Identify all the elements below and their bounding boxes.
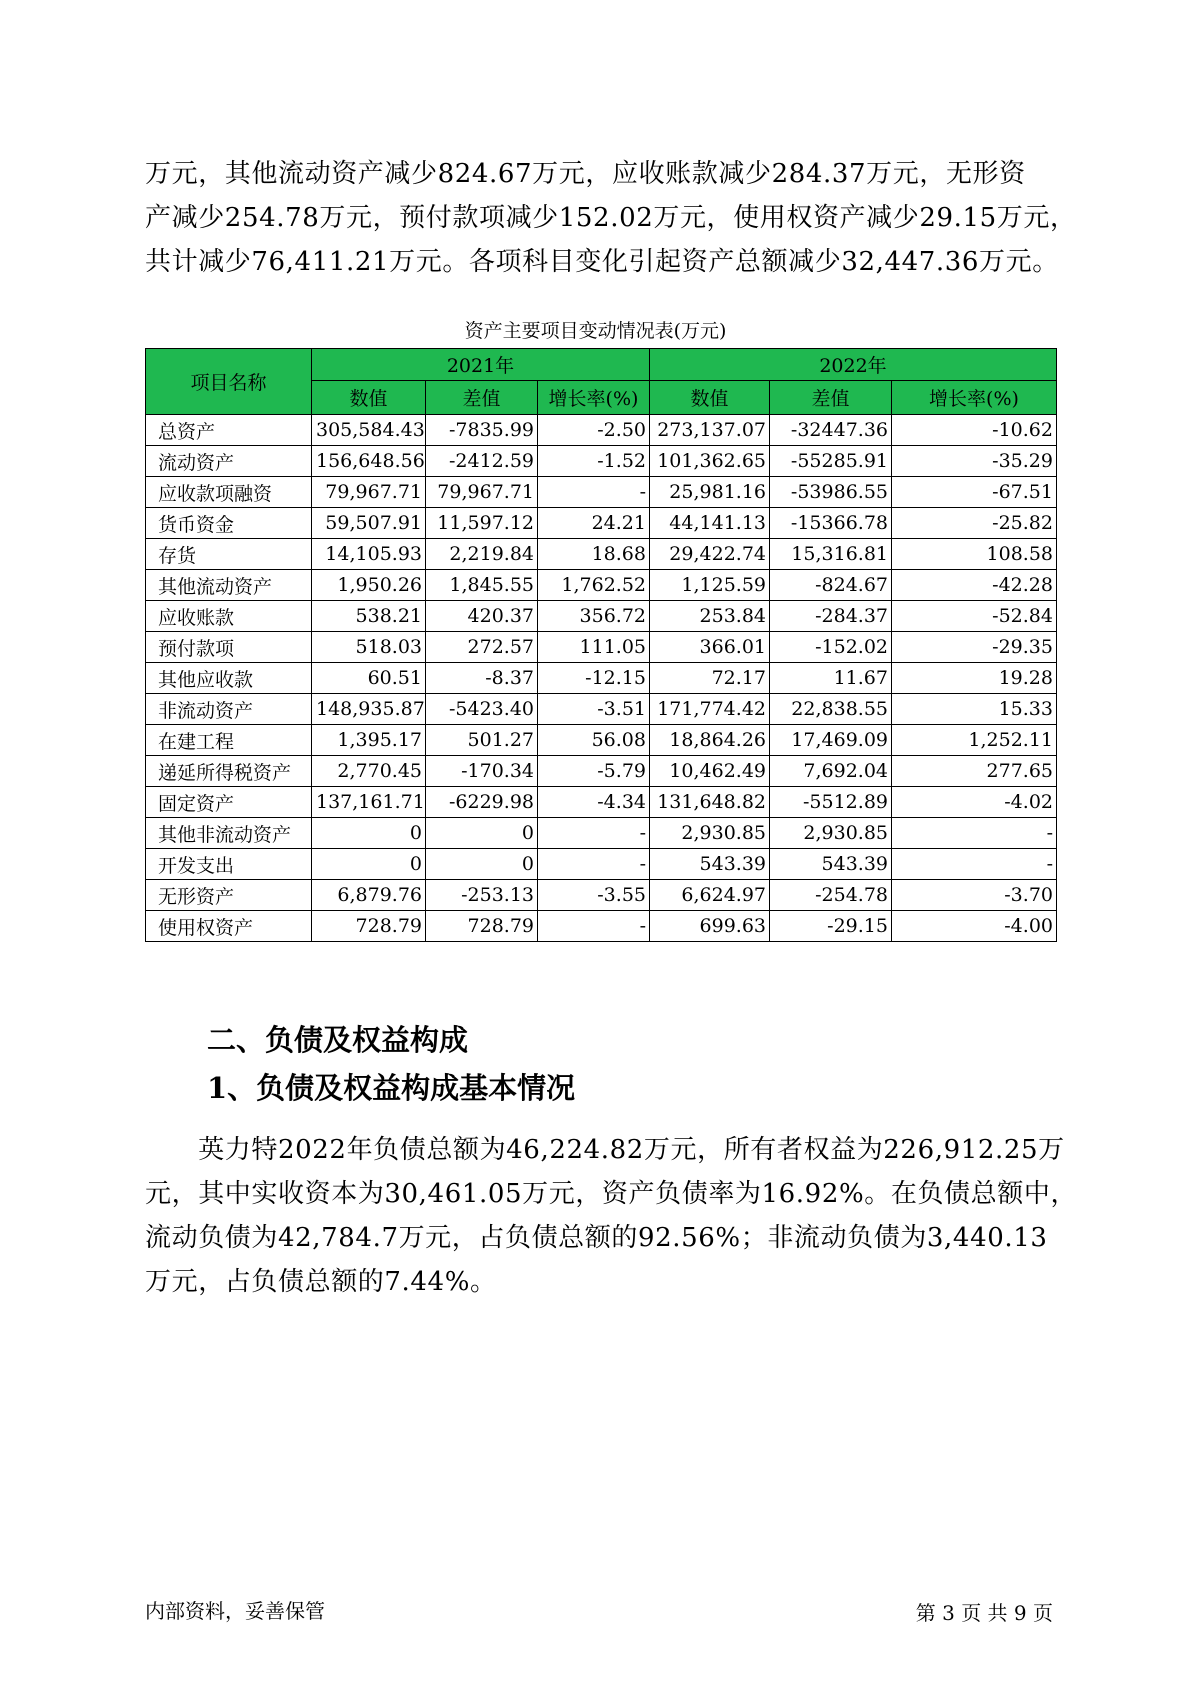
value-cell: -4.34 [538, 787, 650, 818]
table-row [146, 601, 1057, 632]
value-cell: - [892, 849, 1057, 880]
value-cell: 272.57 [426, 632, 538, 663]
value-cell: 72.17 [650, 663, 770, 694]
value-cell: -2412.59 [426, 446, 538, 477]
value-cell: 305,584.43 [312, 415, 426, 446]
value-cell: -8.37 [426, 663, 538, 694]
value-cell: 7,692.04 [770, 756, 892, 787]
year-header-2022: 2022年 [650, 349, 1057, 381]
table-header-row [146, 349, 1057, 381]
value-cell: 156,648.56 [312, 446, 426, 477]
table-row [146, 725, 1057, 756]
value-cell: -5423.40 [426, 694, 538, 725]
value-cell: 11.67 [770, 663, 892, 694]
column-header-growth: 增长率(%) [538, 381, 650, 415]
value-cell: -4.02 [892, 787, 1057, 818]
value-cell: 1,125.59 [650, 570, 770, 601]
value-cell: 15,316.81 [770, 539, 892, 570]
value-cell: -3.51 [538, 694, 650, 725]
value-cell: 101,362.65 [650, 446, 770, 477]
row-label-cell: 存货 [146, 539, 312, 570]
asset-change-table [145, 348, 1057, 942]
table-row [146, 880, 1057, 911]
value-cell: 56.08 [538, 725, 650, 756]
value-cell: 79,967.71 [312, 477, 426, 508]
value-cell: 501.27 [426, 725, 538, 756]
value-cell: 538.21 [312, 601, 426, 632]
row-label-cell: 非流动资产 [146, 694, 312, 725]
row-label-cell: 开发支出 [146, 849, 312, 880]
intro-line: 共计减少76,411.21万元。各项科目变化引起资产总额减少32,447.36万元。 [145, 247, 1059, 277]
table-body [146, 415, 1057, 942]
section-heading: 二、负债及权益构成 [207, 1023, 469, 1057]
table-row [146, 849, 1057, 880]
footer-page-number: 第 3 页 共 9 页 [915, 1601, 1053, 1625]
value-cell: 137,161.71 [312, 787, 426, 818]
value-cell: -42.28 [892, 570, 1057, 601]
value-cell: 6,879.76 [312, 880, 426, 911]
table-row [146, 911, 1057, 942]
value-cell: - [538, 849, 650, 880]
value-cell: 1,950.26 [312, 570, 426, 601]
table-row [146, 508, 1057, 539]
value-cell: 0 [426, 849, 538, 880]
table-row [146, 446, 1057, 477]
body-paragraph [145, 1128, 1078, 1304]
value-cell: -12.15 [538, 663, 650, 694]
row-label-cell: 其他应收款 [146, 663, 312, 694]
value-cell: -824.67 [770, 570, 892, 601]
value-cell: 11,597.12 [426, 508, 538, 539]
value-cell: 10,462.49 [650, 756, 770, 787]
value-cell: 728.79 [426, 911, 538, 942]
value-cell: 0 [312, 818, 426, 849]
value-cell: 420.37 [426, 601, 538, 632]
row-label-cell: 货币资金 [146, 508, 312, 539]
value-cell: -284.37 [770, 601, 892, 632]
value-cell: 1,845.55 [426, 570, 538, 601]
value-cell: 728.79 [312, 911, 426, 942]
value-cell: 25,981.16 [650, 477, 770, 508]
value-cell: 0 [312, 849, 426, 880]
value-cell: -10.62 [892, 415, 1057, 446]
value-cell: -25.82 [892, 508, 1057, 539]
table-row [146, 570, 1057, 601]
row-label-cell: 预付款项 [146, 632, 312, 663]
table-row [146, 756, 1057, 787]
value-cell: -7835.99 [426, 415, 538, 446]
value-cell: 148,935.87 [312, 694, 426, 725]
value-cell: 18.68 [538, 539, 650, 570]
value-cell: 273,137.07 [650, 415, 770, 446]
table-row [146, 477, 1057, 508]
table-row [146, 539, 1057, 570]
value-cell: 356.72 [538, 601, 650, 632]
value-cell: 1,762.52 [538, 570, 650, 601]
value-cell: - [538, 477, 650, 508]
value-cell: -15366.78 [770, 508, 892, 539]
value-cell: 19.28 [892, 663, 1057, 694]
value-cell: 253.84 [650, 601, 770, 632]
value-cell: -53986.55 [770, 477, 892, 508]
column-header-name: 项目名称 [146, 349, 312, 415]
row-label-cell: 其他流动资产 [146, 570, 312, 601]
value-cell: -55285.91 [770, 446, 892, 477]
value-cell: 44,141.13 [650, 508, 770, 539]
value-cell: 2,770.45 [312, 756, 426, 787]
body-line: 英力特2022年负债总额为46,224.82万元，所有者权益为226,912.25万 [145, 1135, 1065, 1165]
value-cell: 699.63 [650, 911, 770, 942]
row-label-cell: 固定资产 [146, 787, 312, 818]
row-label-cell: 使用权资产 [146, 911, 312, 942]
value-cell: 17,469.09 [770, 725, 892, 756]
row-label-cell: 递延所得税资产 [146, 756, 312, 787]
table-row [146, 663, 1057, 694]
value-cell: -32447.36 [770, 415, 892, 446]
value-cell: 108.58 [892, 539, 1057, 570]
column-header-value: 数值 [312, 381, 426, 415]
value-cell: 171,774.42 [650, 694, 770, 725]
value-cell: 111.05 [538, 632, 650, 663]
table-row [146, 787, 1057, 818]
value-cell: 366.01 [650, 632, 770, 663]
value-cell: 59,507.91 [312, 508, 426, 539]
value-cell: 6,624.97 [650, 880, 770, 911]
body-line: 万元，占负债总额的7.44%。 [145, 1267, 497, 1297]
row-label-cell: 应收账款 [146, 601, 312, 632]
value-cell: -35.29 [892, 446, 1057, 477]
column-header-growth: 增长率(%) [892, 381, 1057, 415]
table-caption: 资产主要项目变动情况表(万元) [464, 320, 727, 342]
value-cell: -29.35 [892, 632, 1057, 663]
value-cell: - [538, 818, 650, 849]
value-cell: -29.15 [770, 911, 892, 942]
value-cell: -3.55 [538, 880, 650, 911]
subsection-heading: 1、负债及权益构成基本情况 [207, 1071, 576, 1105]
value-cell: -170.34 [426, 756, 538, 787]
value-cell: -67.51 [892, 477, 1057, 508]
value-cell: 14,105.93 [312, 539, 426, 570]
table-row [146, 632, 1057, 663]
value-cell: 131,648.82 [650, 787, 770, 818]
value-cell: 277.65 [892, 756, 1057, 787]
row-label-cell: 应收款项融资 [146, 477, 312, 508]
value-cell: 22,838.55 [770, 694, 892, 725]
value-cell: -2.50 [538, 415, 650, 446]
table-row [146, 415, 1057, 446]
value-cell: 29,422.74 [650, 539, 770, 570]
intro-line: 万元，其他流动资产减少824.67万元，应收账款减少284.37万元，无形资 [145, 159, 1026, 189]
value-cell: 24.21 [538, 508, 650, 539]
value-cell: -254.78 [770, 880, 892, 911]
value-cell: -5512.89 [770, 787, 892, 818]
value-cell: 60.51 [312, 663, 426, 694]
value-cell: -4.00 [892, 911, 1057, 942]
value-cell: 518.03 [312, 632, 426, 663]
column-header-diff: 差值 [770, 381, 892, 415]
value-cell: -1.52 [538, 446, 650, 477]
row-label-cell: 总资产 [146, 415, 312, 446]
value-cell: 2,219.84 [426, 539, 538, 570]
row-label-cell: 流动资产 [146, 446, 312, 477]
value-cell: -3.70 [892, 880, 1057, 911]
value-cell: 2,930.85 [770, 818, 892, 849]
value-cell: - [538, 911, 650, 942]
value-cell: -152.02 [770, 632, 892, 663]
body-line: 元，其中实收资本为30,461.05万元，资产负债率为16.92%。在负债总额中， [145, 1179, 1078, 1209]
value-cell: -52.84 [892, 601, 1057, 632]
value-cell: 2,930.85 [650, 818, 770, 849]
table-row [146, 818, 1057, 849]
intro-paragraph [145, 152, 1077, 284]
value-cell: 0 [426, 818, 538, 849]
footer-confidential-note: 内部资料，妥善保管 [145, 1599, 325, 1623]
value-cell: 543.39 [770, 849, 892, 880]
value-cell: -253.13 [426, 880, 538, 911]
year-header-2021: 2021年 [312, 349, 650, 381]
column-header-diff: 差值 [426, 381, 538, 415]
value-cell: -5.79 [538, 756, 650, 787]
value-cell: 1,395.17 [312, 725, 426, 756]
table-row [146, 694, 1057, 725]
row-label-cell: 其他非流动资产 [146, 818, 312, 849]
value-cell: - [892, 818, 1057, 849]
value-cell: 79,967.71 [426, 477, 538, 508]
value-cell: 18,864.26 [650, 725, 770, 756]
column-header-value: 数值 [650, 381, 770, 415]
row-label-cell: 无形资产 [146, 880, 312, 911]
value-cell: -6229.98 [426, 787, 538, 818]
value-cell: 1,252.11 [892, 725, 1057, 756]
row-label-cell: 在建工程 [146, 725, 312, 756]
value-cell: 15.33 [892, 694, 1057, 725]
value-cell: 543.39 [650, 849, 770, 880]
intro-line: 产减少254.78万元，预付款项减少152.02万元，使用权资产减少29.15万元， [145, 203, 1077, 233]
body-line: 流动负债为42,784.7万元，占负债总额的92.56%；非流动负债为3,440.13 [145, 1223, 1048, 1253]
